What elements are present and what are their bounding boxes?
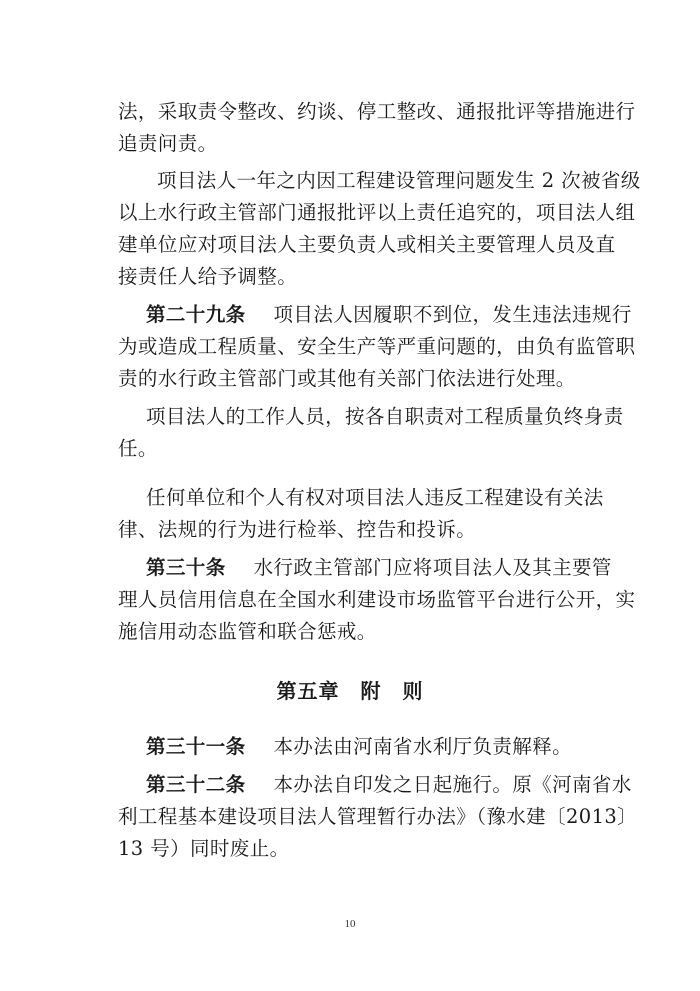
paragraph-line: 任。 — [118, 437, 158, 460]
paragraph-line: 利工程基本建设项目法人管理暂行办法》（豫水建〔2013〕 — [118, 805, 638, 828]
paragraph-line: 项目法人一年之内因工程建设管理问题发生 2 次被省级 — [157, 169, 641, 192]
paragraph-line: 建单位应对项目法人主要负责人或相关主要管理人员及直 — [118, 233, 616, 256]
article-30-first-line — [146, 552, 612, 584]
chapter-heading: 第五章 附 则 — [276, 679, 424, 703]
paragraph-line: 接责任人给予调整。 — [118, 265, 298, 288]
article-30-text: 水行政主管部门应将项目法人及其主要管 — [253, 556, 612, 579]
paragraph-line: 项目法人的工作人员，按各自职责对工程质量负终身责 — [146, 405, 624, 428]
article-31-label: 第三十一条 — [146, 735, 246, 758]
article-31-line — [146, 731, 598, 763]
article-30-label: 第三十条 — [146, 556, 226, 579]
article-32-label: 第三十二条 — [146, 773, 246, 796]
article-32-first-line — [146, 769, 632, 801]
paragraph-line: 施信用动态监管和联合惩戒。 — [118, 620, 377, 643]
page-number: 10 — [344, 918, 356, 930]
article-32-text: 本办法自印发之日起施行。原《河南省水 — [273, 773, 632, 796]
paragraph-line: 为或造成工程质量、安全生产等严重问题的，由负有监管职 — [118, 335, 636, 358]
paragraph-line: 理人员信用信息在全国水利建设市场监管平台进行公开，实 — [118, 588, 636, 611]
paragraph-line: 责的水行政主管部门或其他有关部门依法进行处理。 — [118, 367, 576, 390]
paragraph-line: 律、法规的行为进行检举、控告和投诉。 — [118, 518, 477, 541]
paragraph-line: 法，采取责令整改、约谈、停工整改、通报批评等措施进行 — [118, 100, 636, 123]
article-31-text: 本办法由河南省水利厅负责解释。 — [273, 735, 573, 758]
paragraph-line: 13 号）同时废止。 — [118, 837, 290, 860]
article-29-label: 第二十九条 — [146, 303, 246, 326]
article-29-text: 项目法人因履职不到位，发生违法违规行 — [273, 303, 632, 326]
paragraph-line: 追责问责。 — [118, 132, 218, 155]
article-29-first-line — [146, 299, 632, 331]
paragraph-line: 任何单位和个人有权对项目法人违反工程建设有关法 — [146, 486, 604, 509]
paragraph-line: 以上水行政主管部门通报批评以上责任追究的，项目法人组 — [118, 201, 636, 224]
